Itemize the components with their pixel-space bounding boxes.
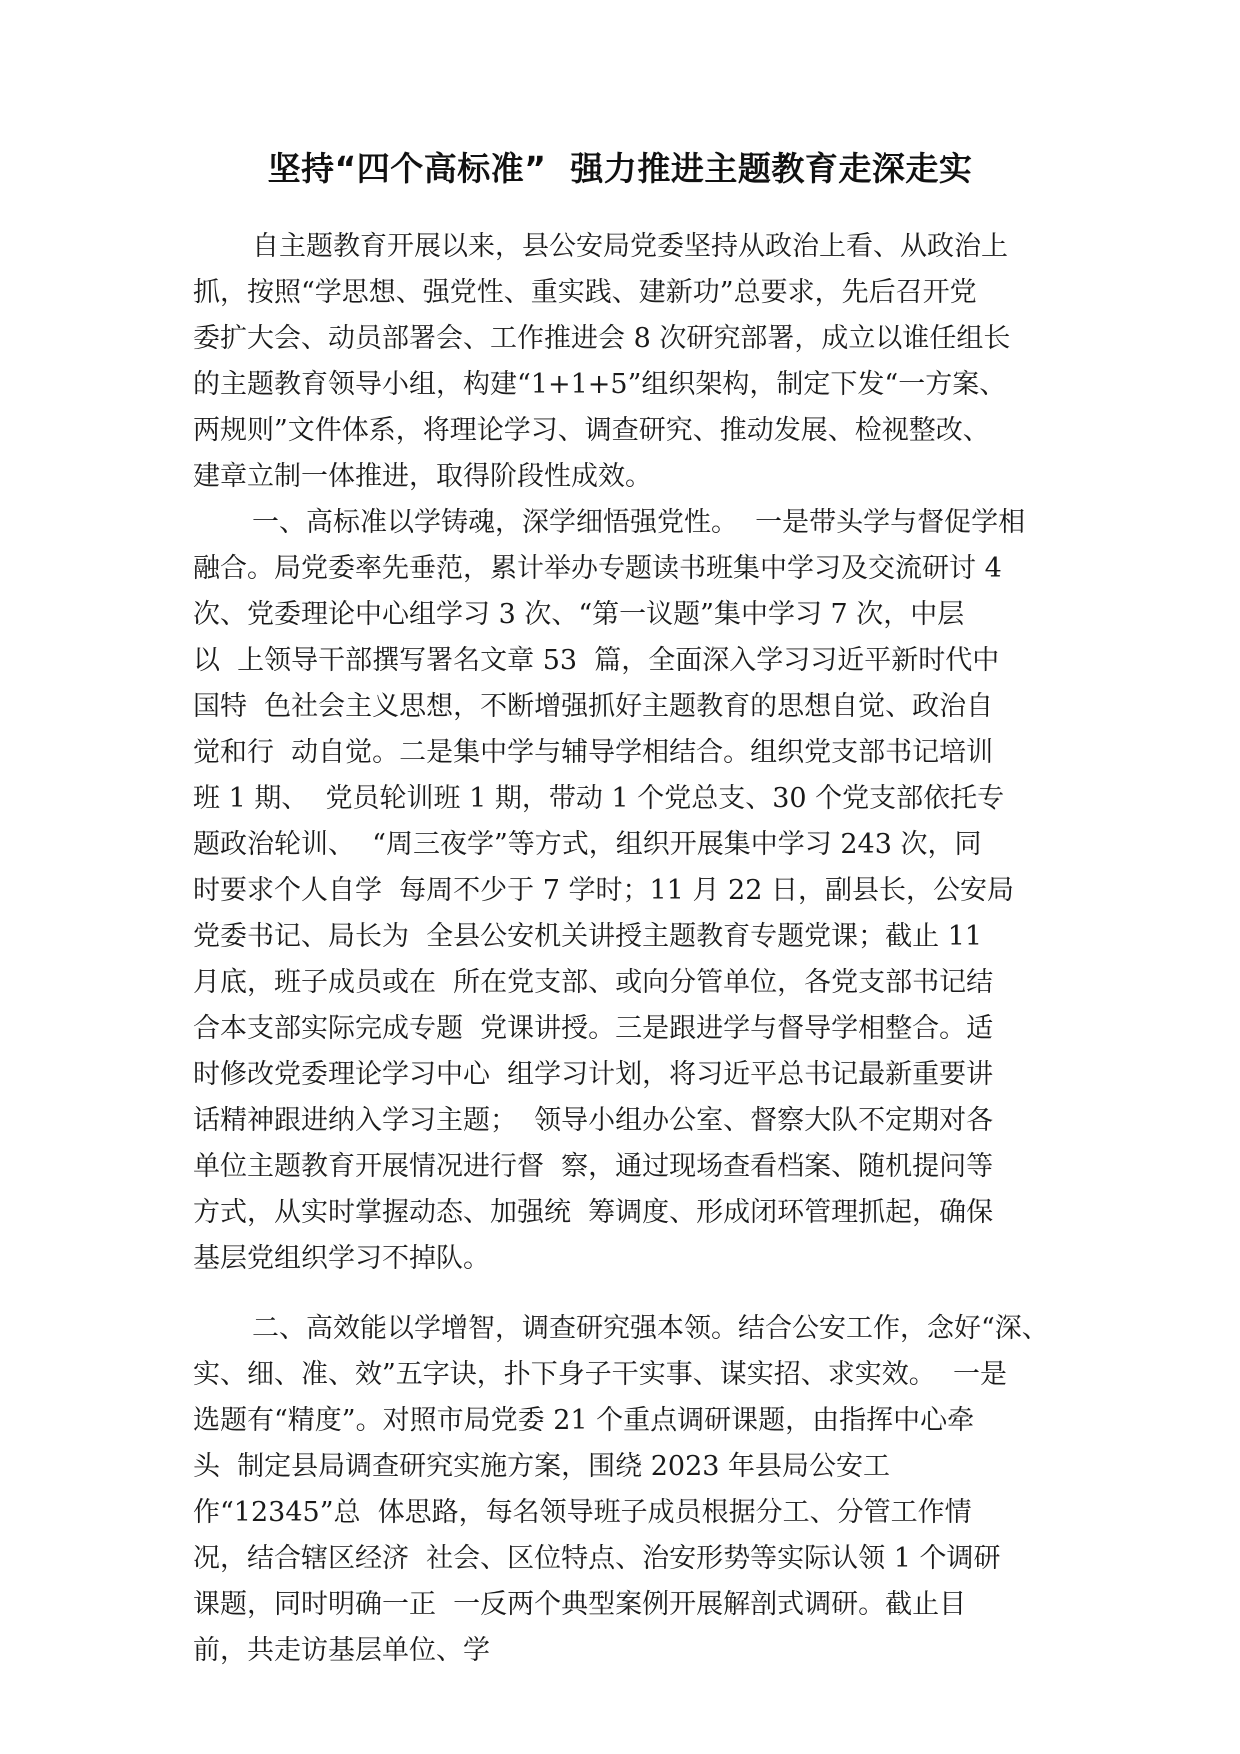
paragraph-1-line-5: 两规则”文件体系，将理论学习、调查研究、推动发展、检视整改、 bbox=[193, 415, 990, 446]
paragraph-2-line-5: 国特 色社会主义思想，不断增强抓好主题教育的思想自觉、政治自 bbox=[193, 691, 994, 722]
paragraph-3-line-4: 头 制定县局调查研究实施方案，围绕 2023 年县局公安工 bbox=[193, 1451, 891, 1482]
paragraph-2-line-9: 时要求个人自学 每周不少于 7 学时；11 月 22 日，副县长，公安局 bbox=[193, 875, 1014, 906]
paragraph-1-line-3: 委扩大会、动员部署会、工作推进会 8 次研究部署，成立以谁任组长 bbox=[193, 323, 1011, 354]
paragraph-2-line-13: 时修改党委理论学习中心 组学习计划，将习近平总书记最新重要讲 bbox=[193, 1059, 994, 1090]
paragraph-2-line-15: 单位主题教育开展情况进行督 察，通过现场查看档案、随机提问等 bbox=[193, 1151, 994, 1182]
paragraph-3-line-6: 况，结合辖区经济 社会、区位特点、治安形势等实际认领 1 个调研 bbox=[193, 1543, 1001, 1574]
paragraph-2-line-16: 方式，从实时掌握动态、加强统 筹调度、形成闭环管理抓起，确保 bbox=[193, 1197, 994, 1228]
paragraph-2-line-4: 以 上领导干部撰写署名文章 53 篇，全面深入学习习近平新时代中 bbox=[193, 645, 1000, 676]
document-title: 坚持“四个高标准” 强力推进主题教育走深走实 bbox=[267, 149, 973, 188]
paragraph-2-line-14: 话精神跟进纳入学习主题； 领导小组办公室、督察大队不定期对各 bbox=[193, 1105, 994, 1136]
paragraph-3-line-1: 二、高效能以学增智，调查研究强本领。结合公安工作，念好“深、 bbox=[252, 1313, 1049, 1344]
paragraph-2-line-7: 班 1 期、 党员轮训班 1 期，带动 1 个党总支、30 个党支部依托专 bbox=[193, 783, 1005, 814]
paragraph-1-line-4: 的主题教育领导小组，构建“1+1+5”组织架构，制定下发“一方案、 bbox=[193, 369, 1007, 400]
paragraph-3-line-2: 实、细、准、效”五字诀，扑下身子干实事、谋实招、求实效。 一是 bbox=[193, 1359, 1007, 1390]
paragraph-3-line-8: 前，共走访基层单位、学 bbox=[193, 1635, 490, 1666]
paragraph-2-line-6: 觉和行 动自觉。二是集中学与辅导学相结合。组织党支部书记培训 bbox=[193, 737, 994, 768]
paragraph-1-line-6: 建章立制一体推进，取得阶段性成效。 bbox=[193, 461, 652, 492]
paragraph-1-line-1: 自主题教育开展以来，县公安局党委坚持从政治上看、从政治上 bbox=[252, 231, 1008, 262]
paragraph-2-line-2: 融合。局党委率先垂范，累计举办专题读书班集中学习及交流研讨 4 bbox=[193, 553, 1002, 584]
paragraph-1-line-2: 抓，按照“学思想、强党性、重实践、建新功”总要求，先后召开党 bbox=[193, 277, 977, 308]
paragraph-2-line-12: 合本支部实际完成专题 党课讲授。三是跟进学与督导学相整合。适 bbox=[193, 1013, 994, 1044]
paragraph-3-line-3: 选题有“精度”。对照市局党委 21 个重点调研课题，由指挥中心牵 bbox=[193, 1405, 975, 1436]
paragraph-2-line-17: 基层党组织学习不掉队。 bbox=[193, 1243, 490, 1274]
paragraph-3-line-5: 作“12345”总 体思路，每名领导班子成员根据分工、分管工作情 bbox=[193, 1497, 972, 1528]
paragraph-2-line-1: 一、高标准以学铸魂，深学细悟强党性。 一是带头学与督促学相 bbox=[252, 507, 1026, 538]
paragraph-2-line-8: 题政治轮训、 “周三夜学”等方式，组织开展集中学习 243 次，同 bbox=[193, 829, 982, 860]
paragraph-2-line-10: 党委书记、局长为 全县公安机关讲授主题教育专题党课；截止 11 bbox=[193, 921, 983, 952]
paragraph-3-line-7: 课题，同时明确一正 一反两个典型案例开展解剖式调研。截止目 bbox=[193, 1589, 967, 1620]
paragraph-2-line-3: 次、党委理论中心组学习 3 次、“第一议题”集中学习 7 次，中层 bbox=[193, 599, 965, 630]
paragraph-2-line-11: 月底，班子成员或在 所在党支部、或向分管单位，各党支部书记结 bbox=[193, 967, 994, 998]
